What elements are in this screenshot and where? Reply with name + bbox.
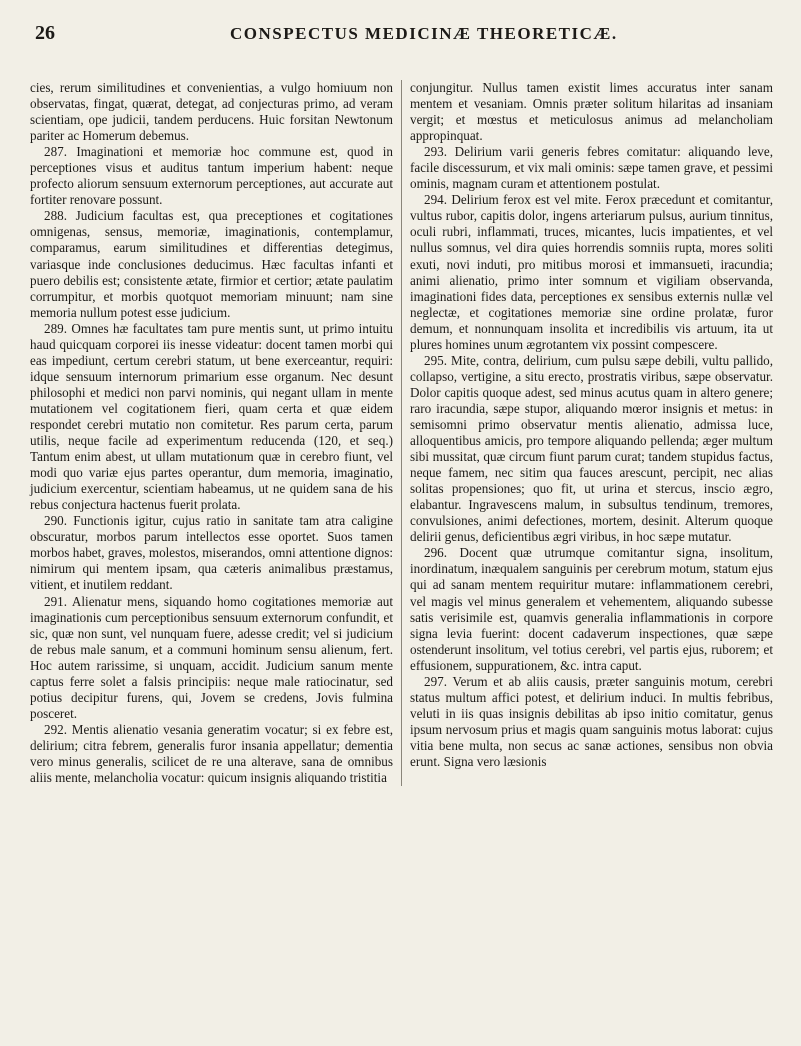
- paragraph-287: 287. Imaginationi et memoriæ hoc commune est, quod in perceptiones visus et auditus tantum imperium habent: neque profecto aliorum sensuum externorum perceptiones, aut accurate aut fortiter renovare possunt.: [30, 144, 393, 208]
- paragraph-292: 292. Mentis alienatio vesania generatim vocatur; si ex febre est, delirium; citra febrem, generalis furor insania appellatur; dementia vero minus generalis, scilicet de re una alterave, sana de omnibus aliis mente, melancholia vocatur: quicum insignis aliquando tristitia: [30, 721, 393, 786]
- left-column: [30, 80, 393, 786]
- text-columns: [30, 80, 773, 786]
- right-column: [410, 80, 773, 786]
- paragraph-290: 290. Functionis igitur, cujus ratio in sanitate tam atra caligine obscuratur, morbos parum intellectos esse oportet. Suos tamen morbos habet, graves, molestos, miserandos, omni attentione dignos: nimirum qui mentem ipsam, qua cæteris animalibus præstamus, vitient, et inutilem reddant.: [30, 513, 393, 593]
- paragraph-continuation-right: conjungitur. Nullus tamen existit limes accuratus inter sanam mentem et vesaniam. Omnis præter solitum hilaritas ad insaniam vergit; et mœstus et meticulosus animus ad melancholiam appropinquat.: [410, 80, 773, 144]
- paragraph-294: 294. Delirium ferox est vel mite. Ferox præcedunt et comitantur, vultus rubor, capitis dolor, ingens arteriarum pulsus, aurium tinnitus, oculi rubri, inflammati, truces, micantes, lucis impatientes, et vel nullus somnus, vel dira quies horrendis somniis rupta, mores soliti exuti, novi induti, pro mitibus morosi et immansueti, iracundia; animi alienatio, primo inter somnum et vigiliam observanda, imaginationi fides data, perceptiones ex sensibus externis nullæ vel neglectæ, et cogitationes memoriæ sine ordine prolatæ, furor demum, et nonnunquam insolita et incredibilis vis artuum, ita ut plures homines unum ægrotantem vix possint compescere.: [410, 192, 773, 352]
- column-divider: [401, 80, 402, 786]
- page-number: 26: [35, 22, 55, 44]
- paragraph-297: 297. Verum et ab aliis causis, præter sanguinis motum, cerebri status multum affici potest, et delirium induci. In multis febribus, veluti in iis quas insignis debilitas ab ipso initio comitatur, genus ipsum nervosum prius et magis quam sanguinis motus laborat: cujus vitia bene multa, non secus ac sanæ actiones, sensibus non obvia erunt. Signa vero læsionis: [410, 673, 773, 769]
- running-title: CONSPECTUS MEDICINÆ THEORETICÆ.: [230, 24, 618, 43]
- paragraph-continuation: cies, rerum similitudines et convenientias, a vulgo homiuum non observatas, fingat, quærat, detegat, ad conjecturas primo, ad veram scientiam, ope judicii, tandem perducens. Huic forsitan Newtonum pariter ac Homerum debemus.: [30, 80, 393, 144]
- paragraph-295: 295. Mite, contra, delirium, cum pulsu sæpe debili, vultu pallido, collapso, vertigine, a situ erecto, prostratis viribus, sæpe observatur. Dolor capitis quoque adest, sed minus acutus quam in altero genere; raro iracundia, sæpe stupor, aliquando mœror insignis et metus: in semisomni primo observatur mentis alienatio, admissa luce, alloquentibus amicis, pro tempore aliquando pellenda; æger multum sibi mussitat, quæ circum fiunt parum curat; tandem stupidus factus, neque famem, nec sitim qua fauces arescunt, percipit, nec alias solitas propensiones; quo fit, ut urina et stercus, inscio ægro, elabantur. Ingravescens malum, in subsultus tendinum, tremores, convulsiones, animi defectiones, mortem, desinit. Alterum quoque delirii genus, deficientibus ægri viribus, in hoc sæpe mutatur.: [410, 352, 773, 545]
- paragraph-296: 296. Docent quæ utrumque comitantur signa, insolitum, inordinatum, inæqualem sanguinis per cerebrum motum, statum ejus qui ad sanam mentem requiritur mutare: inflammationem cerebri, vel magis vel minus generalem et vehementem, aliquando subesse satis verisimile est, quamvis generalia inflammationis in corpore signa levia fuerint: docent cadaverum inspectiones, quæ sæpe ostenderunt insolitum, vel totius cerebri, vel partis ejus, ruborem; et effusionem, suppurationem, &c. intra caput.: [410, 545, 773, 673]
- page-header: [30, 22, 773, 52]
- paragraph-288: 288. Judicium facultas est, qua preceptiones et cogitationes omnigenas, sensus, memoriæ, imaginationis, contemplamur, comparamus, earum similitudines et differentias detegimus, variasque inde conclusiones deducimus. Hæc facultas infanti et puero debilis est; consistente ætate, firmior et certior; ætate paulatim corrumpitur, et morbis quotquot memoriam minuunt; nam sine memoria nullum potest esse judicium.: [30, 208, 393, 320]
- paragraph-291: 291. Alienatur mens, siquando homo cogitationes memoriæ aut imaginationis cum perceptionibus sensuum externorum confundit, et sic, quæ non sunt, vel nunquam fuere, adesse credit; vel si judicium de rebus male sanum, et a communi hominum sensu alienum, fert. Hoc autem rarissime, si unquam, accidit. Judicium sanum mente captus ferre solet a falsis principiis: neque male ratiocinatur, sed potius decipitur furens, qui, Jovem se credens, Jovis fulmina posceret.: [30, 593, 393, 721]
- paragraph-289: 289. Omnes hæ facultates tam pure mentis sunt, ut primo intuitu haud quicquam corporei iis inesse videatur: docent tamen morbi qui eas impediunt, certum cerebri statum, ut bene exerceantur, requiri: idque sensuum internorum primarium esse organum. Nec desunt philosophi et medici non parvi nominis, qui negant ullam in mente mutationem vel cogitationem fieri, quam certa et quæ eidem respondet cerebri mutatio non comitetur. Res parum certa, parum utilis, neque facile ad experimentum reducenda (120, et seq.) Tantum enim abest, ut ullam mutationum quæ in cerebro fiunt, vel modi quo variæ ejus partes operantur, dum memoria, imaginatio, judicium exercentur, scientiam habeamus, ut ne quidem sana de his rebus conjectura hactenus fuerit prolata.: [30, 320, 393, 513]
- paragraph-293: 293. Delirium varii generis febres comitatur: aliquando leve, facile discessurum, et vix mali ominis: sæpe tamen grave, et pessimi ominis, magnam curam et attentionem postulat.: [410, 144, 773, 192]
